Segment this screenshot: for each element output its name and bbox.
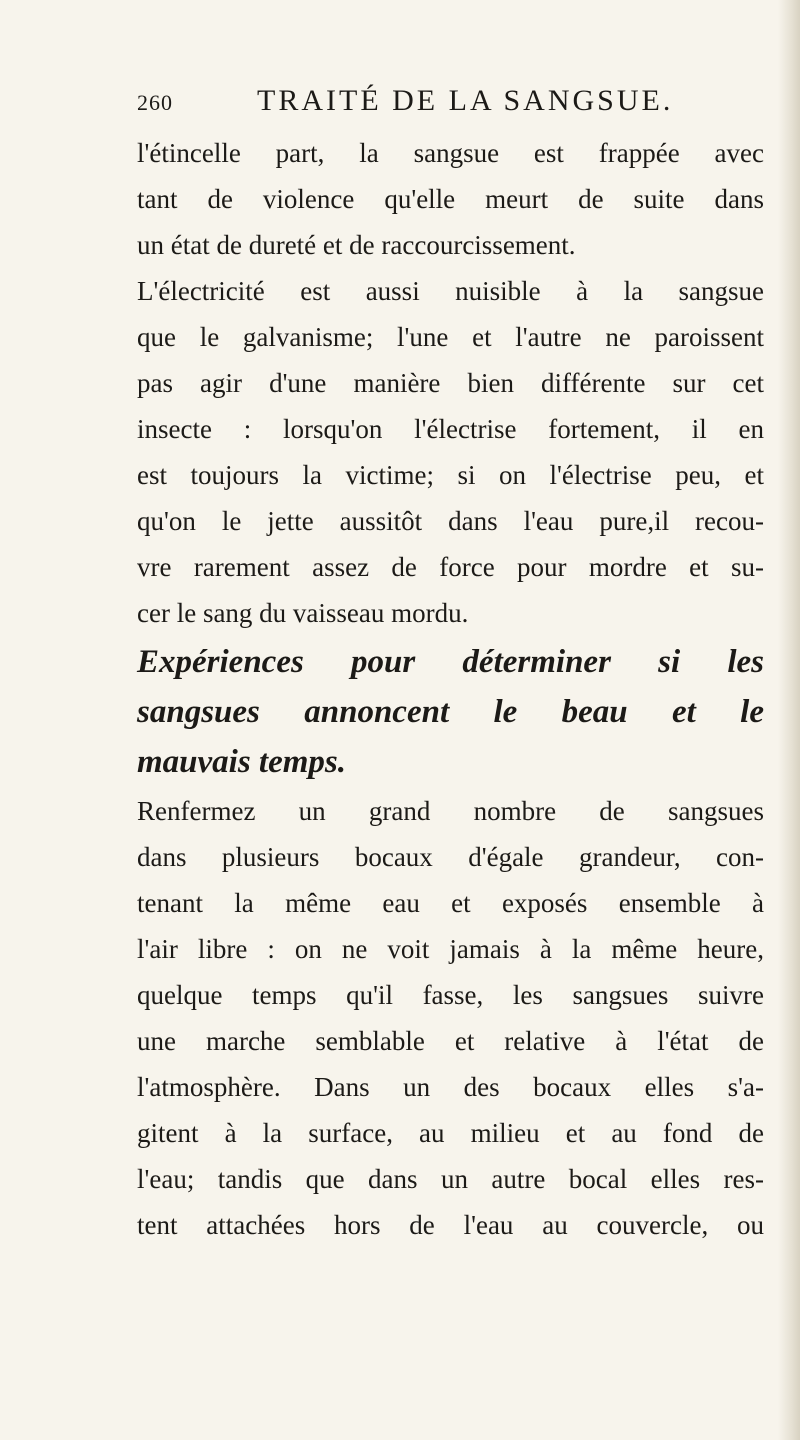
paragraph-1	[137, 130, 764, 268]
text-line: insecte : lorsqu'on l'électrise fortement, il en	[137, 414, 764, 444]
paragraph-3	[137, 788, 764, 1248]
text-line: qu'on le jette aussitôt dans l'eau pure,il recou-	[137, 506, 764, 536]
text-line: pas agir d'une manière bien différente sur cet	[137, 368, 764, 398]
heading-line: Expériences pour déterminer si les	[137, 644, 764, 680]
text-line: dans plusieurs bocaux d'égale grandeur, con-	[137, 842, 764, 872]
text-line: l'air libre : on ne voit jamais à la même heure,	[137, 934, 764, 964]
text-line: l'eau; tandis que dans un autre bocal elles res-	[137, 1164, 764, 1194]
text-line: vre rarement assez de force pour mordre et su-	[137, 552, 764, 582]
text-line: tent attachées hors de l'eau au couvercle, ou	[137, 1210, 764, 1240]
page-edge-shadow	[778, 0, 800, 1440]
heading-line: sangsues annoncent le beau et le	[137, 694, 764, 730]
section-heading	[137, 637, 764, 787]
text-line: quelque temps qu'il fasse, les sangsues suivre	[137, 980, 764, 1010]
paragraph-2	[137, 268, 764, 636]
text-line: tenant la même eau et exposés ensemble à	[137, 888, 764, 918]
text-line: L'électricité est aussi nuisible à la sangsue	[137, 276, 764, 306]
text-line: cer le sang du vaisseau mordu.	[137, 598, 469, 628]
text-line: Renfermez un grand nombre de sangsues	[137, 796, 764, 826]
page-number: 260	[137, 90, 173, 115]
text-line: une marche semblable et relative à l'état de	[137, 1026, 764, 1056]
text-line: l'étincelle part, la sangsue est frappée avec	[137, 138, 764, 168]
heading-line: mauvais temps.	[137, 744, 347, 780]
text-line: l'atmosphère. Dans un des bocaux elles s'a-	[137, 1072, 764, 1102]
running-title: TRAITÉ DE LA SANGSUE.	[257, 84, 674, 117]
text-line: tant de violence qu'elle meurt de suite dans	[137, 184, 764, 214]
text-line: gitent à la surface, au milieu et au fond de	[137, 1118, 764, 1148]
running-head	[137, 84, 697, 124]
text-line: un état de dureté et de raccourcissement.	[137, 230, 576, 260]
text-line: est toujours la victime; si on l'électrise peu, et	[137, 460, 764, 490]
text-line: que le galvanisme; l'une et l'autre ne paroissent	[137, 322, 764, 352]
